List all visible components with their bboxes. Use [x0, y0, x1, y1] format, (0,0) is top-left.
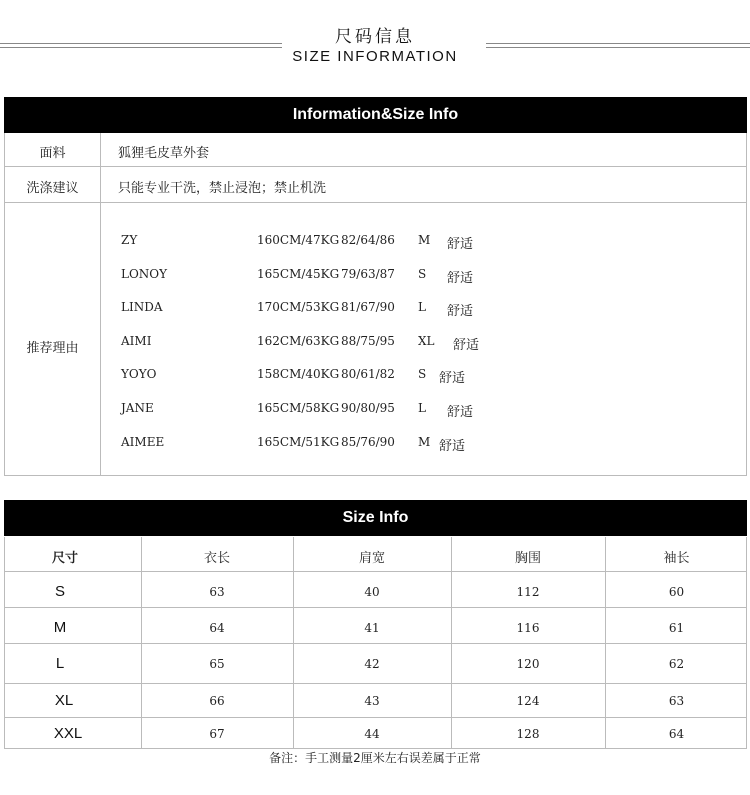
model-fit: 舒适 [439, 439, 466, 454]
size-cell-size: L [55, 655, 65, 672]
model-fit: 舒适 [439, 371, 466, 386]
size-cell-length: 66 [209, 694, 225, 708]
model-name: LINDA [121, 300, 163, 314]
size-cell-shoulder: 43 [364, 694, 380, 708]
model-fit: 舒适 [447, 304, 474, 319]
fabric-label: 面料 [39, 146, 66, 161]
model-size: L [418, 300, 426, 314]
model-name: LONOY [121, 267, 168, 281]
size-cell-shoulder: 44 [364, 727, 380, 741]
model-measurements: 82/64/86 [341, 233, 395, 247]
size-cell-length: 65 [209, 657, 225, 671]
size-cell-shoulder: 42 [364, 657, 380, 671]
info-section-title: Information&Size Info [4, 97, 747, 133]
page-title: 尺码信息 [335, 27, 415, 47]
model-size: XL [418, 334, 435, 348]
measurement-note: 备注：手工测量2厘米左右误差属于正常 [269, 751, 481, 765]
size-cell-sleeve: 61 [668, 621, 685, 635]
size-header-sleeve: 袖长 [663, 551, 690, 566]
size-cell-chest: 112 [516, 585, 540, 599]
size-row-divider [5, 571, 746, 572]
model-size: M [418, 233, 431, 247]
size-cell-length: 67 [209, 727, 225, 741]
size-cell-size: S [54, 583, 65, 600]
model-height-weight: 162CM/63KG [257, 334, 340, 348]
info-divider [100, 133, 101, 475]
model-name: ZY [121, 233, 138, 247]
size-cell-size: XL [54, 692, 74, 709]
size-cell-sleeve: 64 [668, 727, 685, 741]
size-row-divider [5, 717, 746, 718]
model-size: L [418, 401, 426, 415]
model-name: JANE [121, 401, 154, 415]
model-size: S [418, 367, 427, 381]
model-size: M [418, 435, 431, 449]
size-header-size: 尺寸 [51, 551, 78, 566]
model-fit: 舒适 [447, 405, 474, 420]
size-cell-sleeve: 62 [668, 657, 685, 671]
size-cell-shoulder: 40 [364, 585, 380, 599]
size-section-title: Size Info [4, 500, 747, 536]
size-header-chest: 胸围 [514, 551, 541, 566]
model-height-weight: 158CM/40KG [257, 367, 340, 381]
size-cell-chest: 120 [516, 657, 540, 671]
model-measurements: 88/75/95 [341, 334, 395, 348]
model-measurements: 85/76/90 [341, 435, 395, 449]
size-header-shoulder: 肩宽 [358, 551, 385, 566]
model-height-weight: 165CM/51KG [257, 435, 340, 449]
model-height-weight: 160CM/47KG [257, 233, 340, 247]
model-height-weight: 165CM/45KG [257, 267, 340, 281]
size-header-length: 衣长 [203, 551, 230, 566]
info-row-divider [5, 166, 746, 167]
model-name: YOYO [121, 367, 157, 381]
model-measurements: 80/61/82 [341, 367, 395, 381]
model-name: AIMI [121, 334, 152, 348]
size-cell-chest: 128 [516, 727, 540, 741]
info-table [4, 133, 747, 476]
size-row-divider [5, 643, 746, 644]
size-cell-sleeve: 60 [668, 585, 685, 599]
model-size: S [418, 267, 427, 281]
washing-label: 洗涤建议 [26, 181, 79, 196]
recommend-label: 推荐理由 [26, 341, 79, 356]
size-cell-size: XXL [53, 725, 83, 742]
fabric-value: 狐狸毛皮草外套 [118, 146, 210, 161]
size-cell-size: M [53, 619, 67, 636]
size-cell-shoulder: 41 [364, 621, 380, 635]
model-measurements: 90/80/95 [341, 401, 395, 415]
size-cell-sleeve: 63 [668, 694, 685, 708]
size-cell-length: 63 [209, 585, 225, 599]
info-row-divider [5, 202, 746, 203]
model-fit: 舒适 [453, 338, 480, 353]
size-cell-chest: 124 [516, 694, 540, 708]
model-height-weight: 170CM/53KG [257, 300, 340, 314]
size-row-divider [5, 607, 746, 608]
model-fit: 舒适 [447, 237, 474, 252]
model-measurements: 79/63/87 [341, 267, 395, 281]
washing-value: 只能专业干洗，禁止浸泡；禁止机洗 [118, 181, 327, 196]
size-cell-length: 64 [209, 621, 225, 635]
size-table [4, 537, 747, 749]
model-name: AIMEE [121, 435, 165, 449]
model-fit: 舒适 [447, 271, 474, 286]
model-measurements: 81/67/90 [341, 300, 395, 314]
page-subtitle: SIZE INFORMATION [292, 48, 458, 65]
size-cell-chest: 116 [516, 621, 540, 635]
model-height-weight: 165CM/58KG [257, 401, 340, 415]
size-row-divider [5, 683, 746, 684]
